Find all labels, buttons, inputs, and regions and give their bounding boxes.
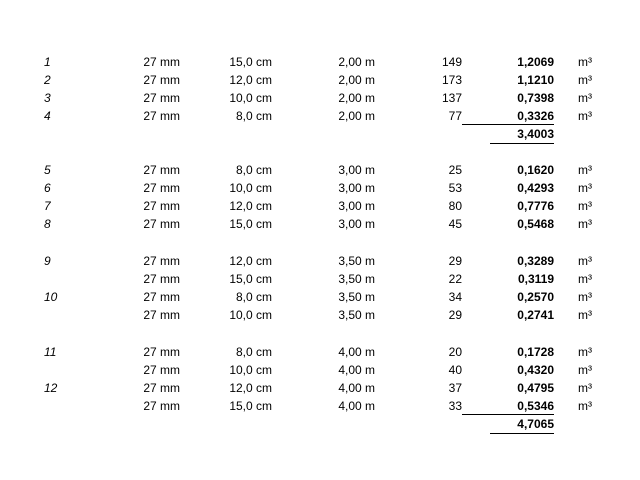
unit: m³ [578, 109, 592, 123]
table-row [0, 179, 640, 197]
table-row [0, 71, 640, 89]
quantity: 25 [448, 163, 462, 177]
width: 15,0 cm [229, 272, 272, 286]
width: 10,0 cm [229, 91, 272, 105]
width: 15,0 cm [229, 217, 272, 231]
length: 2,00 m [338, 73, 375, 87]
quantity: 80 [448, 199, 462, 213]
thickness: 27 mm [143, 308, 180, 322]
volume: 0,7398 [517, 91, 554, 105]
table-row [0, 306, 640, 324]
table-row [0, 161, 640, 179]
item-number: 5 [44, 163, 51, 177]
unit: m³ [578, 290, 592, 304]
item-number: 4 [44, 109, 51, 123]
quantity: 37 [448, 381, 462, 395]
item-number: 9 [44, 254, 51, 268]
thickness: 27 mm [143, 363, 180, 377]
length: 3,50 m [338, 290, 375, 304]
unit: m³ [578, 217, 592, 231]
width: 12,0 cm [229, 381, 272, 395]
item-number: 2 [44, 73, 51, 87]
thickness: 27 mm [143, 272, 180, 286]
volume: 0,5346 [517, 399, 554, 413]
table-row [0, 379, 640, 397]
volume: 0,1620 [517, 163, 554, 177]
length: 4,00 m [338, 399, 375, 413]
volume: 0,2741 [517, 308, 554, 322]
unit: m³ [578, 345, 592, 359]
width: 12,0 cm [229, 73, 272, 87]
unit: m³ [578, 363, 592, 377]
table-row [0, 361, 640, 379]
table-row [0, 343, 640, 361]
item-number: 7 [44, 199, 51, 213]
unit: m³ [578, 254, 592, 268]
quantity: 77 [448, 109, 462, 123]
volume: 0,4293 [517, 181, 554, 195]
length: 4,00 m [338, 381, 375, 395]
width: 15,0 cm [229, 399, 272, 413]
unit: m³ [578, 73, 592, 87]
table-row [0, 107, 640, 125]
length: 3,00 m [338, 181, 375, 195]
subtotal-row [0, 415, 640, 433]
item-number: 3 [44, 91, 51, 105]
item-number: 12 [44, 381, 58, 395]
width: 10,0 cm [229, 181, 272, 195]
width: 8,0 cm [235, 109, 272, 123]
subtotal-value: 4,7065 [517, 417, 554, 431]
length: 2,00 m [338, 109, 375, 123]
width: 8,0 cm [235, 345, 272, 359]
thickness: 27 mm [143, 109, 180, 123]
unit: m³ [578, 55, 592, 69]
width: 12,0 cm [229, 254, 272, 268]
length: 3,00 m [338, 163, 375, 177]
quantity: 29 [448, 308, 462, 322]
item-number: 10 [44, 290, 58, 304]
thickness: 27 mm [143, 199, 180, 213]
volume: 0,4320 [517, 363, 554, 377]
volume: 1,1210 [517, 73, 554, 87]
unit: m³ [578, 91, 592, 105]
volume: 0,7776 [517, 199, 554, 213]
width: 12,0 cm [229, 199, 272, 213]
width: 8,0 cm [235, 163, 272, 177]
quantity: 20 [448, 345, 462, 359]
item-number: 11 [44, 345, 57, 359]
length: 4,00 m [338, 363, 375, 377]
thickness: 27 mm [143, 399, 180, 413]
unit: m³ [578, 308, 592, 322]
quantity: 29 [448, 254, 462, 268]
item-number: 6 [44, 181, 51, 195]
thickness: 27 mm [143, 345, 180, 359]
item-number: 1 [44, 55, 51, 69]
table-row [0, 397, 640, 415]
unit: m³ [578, 181, 592, 195]
quantity: 33 [448, 399, 462, 413]
volume: 1,2069 [517, 55, 554, 69]
width: 15,0 cm [229, 55, 272, 69]
volume: 0,5468 [517, 217, 554, 231]
table-row [0, 215, 640, 233]
volume: 0,3119 [517, 272, 554, 286]
volume: 0,3326 [517, 109, 554, 123]
length: 2,00 m [338, 91, 375, 105]
quantity: 137 [441, 91, 462, 105]
thickness: 27 mm [143, 73, 180, 87]
length: 3,00 m [338, 199, 375, 213]
width: 8,0 cm [235, 290, 272, 304]
quantity: 173 [441, 73, 462, 87]
thickness: 27 mm [143, 381, 180, 395]
volume: 0,3289 [517, 254, 554, 268]
unit: m³ [578, 272, 592, 286]
item-number [44, 397, 74, 415]
quantity: 45 [448, 217, 462, 231]
table-row [0, 270, 640, 288]
length: 2,00 m [338, 55, 375, 69]
quantity: 22 [448, 272, 462, 286]
width: 10,0 cm [229, 363, 272, 377]
unit: m³ [578, 163, 592, 177]
table-row [0, 252, 640, 270]
quantity: 53 [448, 181, 462, 195]
item-number [44, 361, 74, 379]
length: 3,50 m [338, 272, 375, 286]
length: 4,00 m [338, 345, 375, 359]
volume: 0,2570 [517, 290, 554, 304]
length: 3,50 m [338, 254, 375, 268]
subtotal-value: 3,4003 [517, 127, 554, 141]
thickness: 27 mm [143, 181, 180, 195]
length: 3,50 m [338, 308, 375, 322]
thickness: 27 mm [143, 55, 180, 69]
thickness: 27 mm [143, 91, 180, 105]
subtotal-row [0, 125, 640, 143]
unit: m³ [578, 199, 592, 213]
unit: m³ [578, 381, 592, 395]
unit: m³ [578, 399, 592, 413]
table-row [0, 53, 640, 71]
item-number [44, 306, 74, 324]
table-row [0, 288, 640, 306]
thickness: 27 mm [143, 163, 180, 177]
thickness: 27 mm [143, 290, 180, 304]
quantity: 34 [448, 290, 462, 304]
item-number [44, 270, 74, 288]
width: 10,0 cm [229, 308, 272, 322]
thickness: 27 mm [143, 254, 180, 268]
length: 3,00 m [338, 217, 375, 231]
volume: 0,1728 [517, 345, 554, 359]
volume: 0,4795 [517, 381, 554, 395]
item-number: 8 [44, 217, 51, 231]
subtotal-underline [490, 143, 554, 144]
quantity: 40 [448, 363, 462, 377]
table-row [0, 197, 640, 215]
table-row [0, 89, 640, 107]
quantity: 149 [441, 55, 462, 69]
thickness: 27 mm [143, 217, 180, 231]
subtotal-underline [490, 433, 554, 434]
